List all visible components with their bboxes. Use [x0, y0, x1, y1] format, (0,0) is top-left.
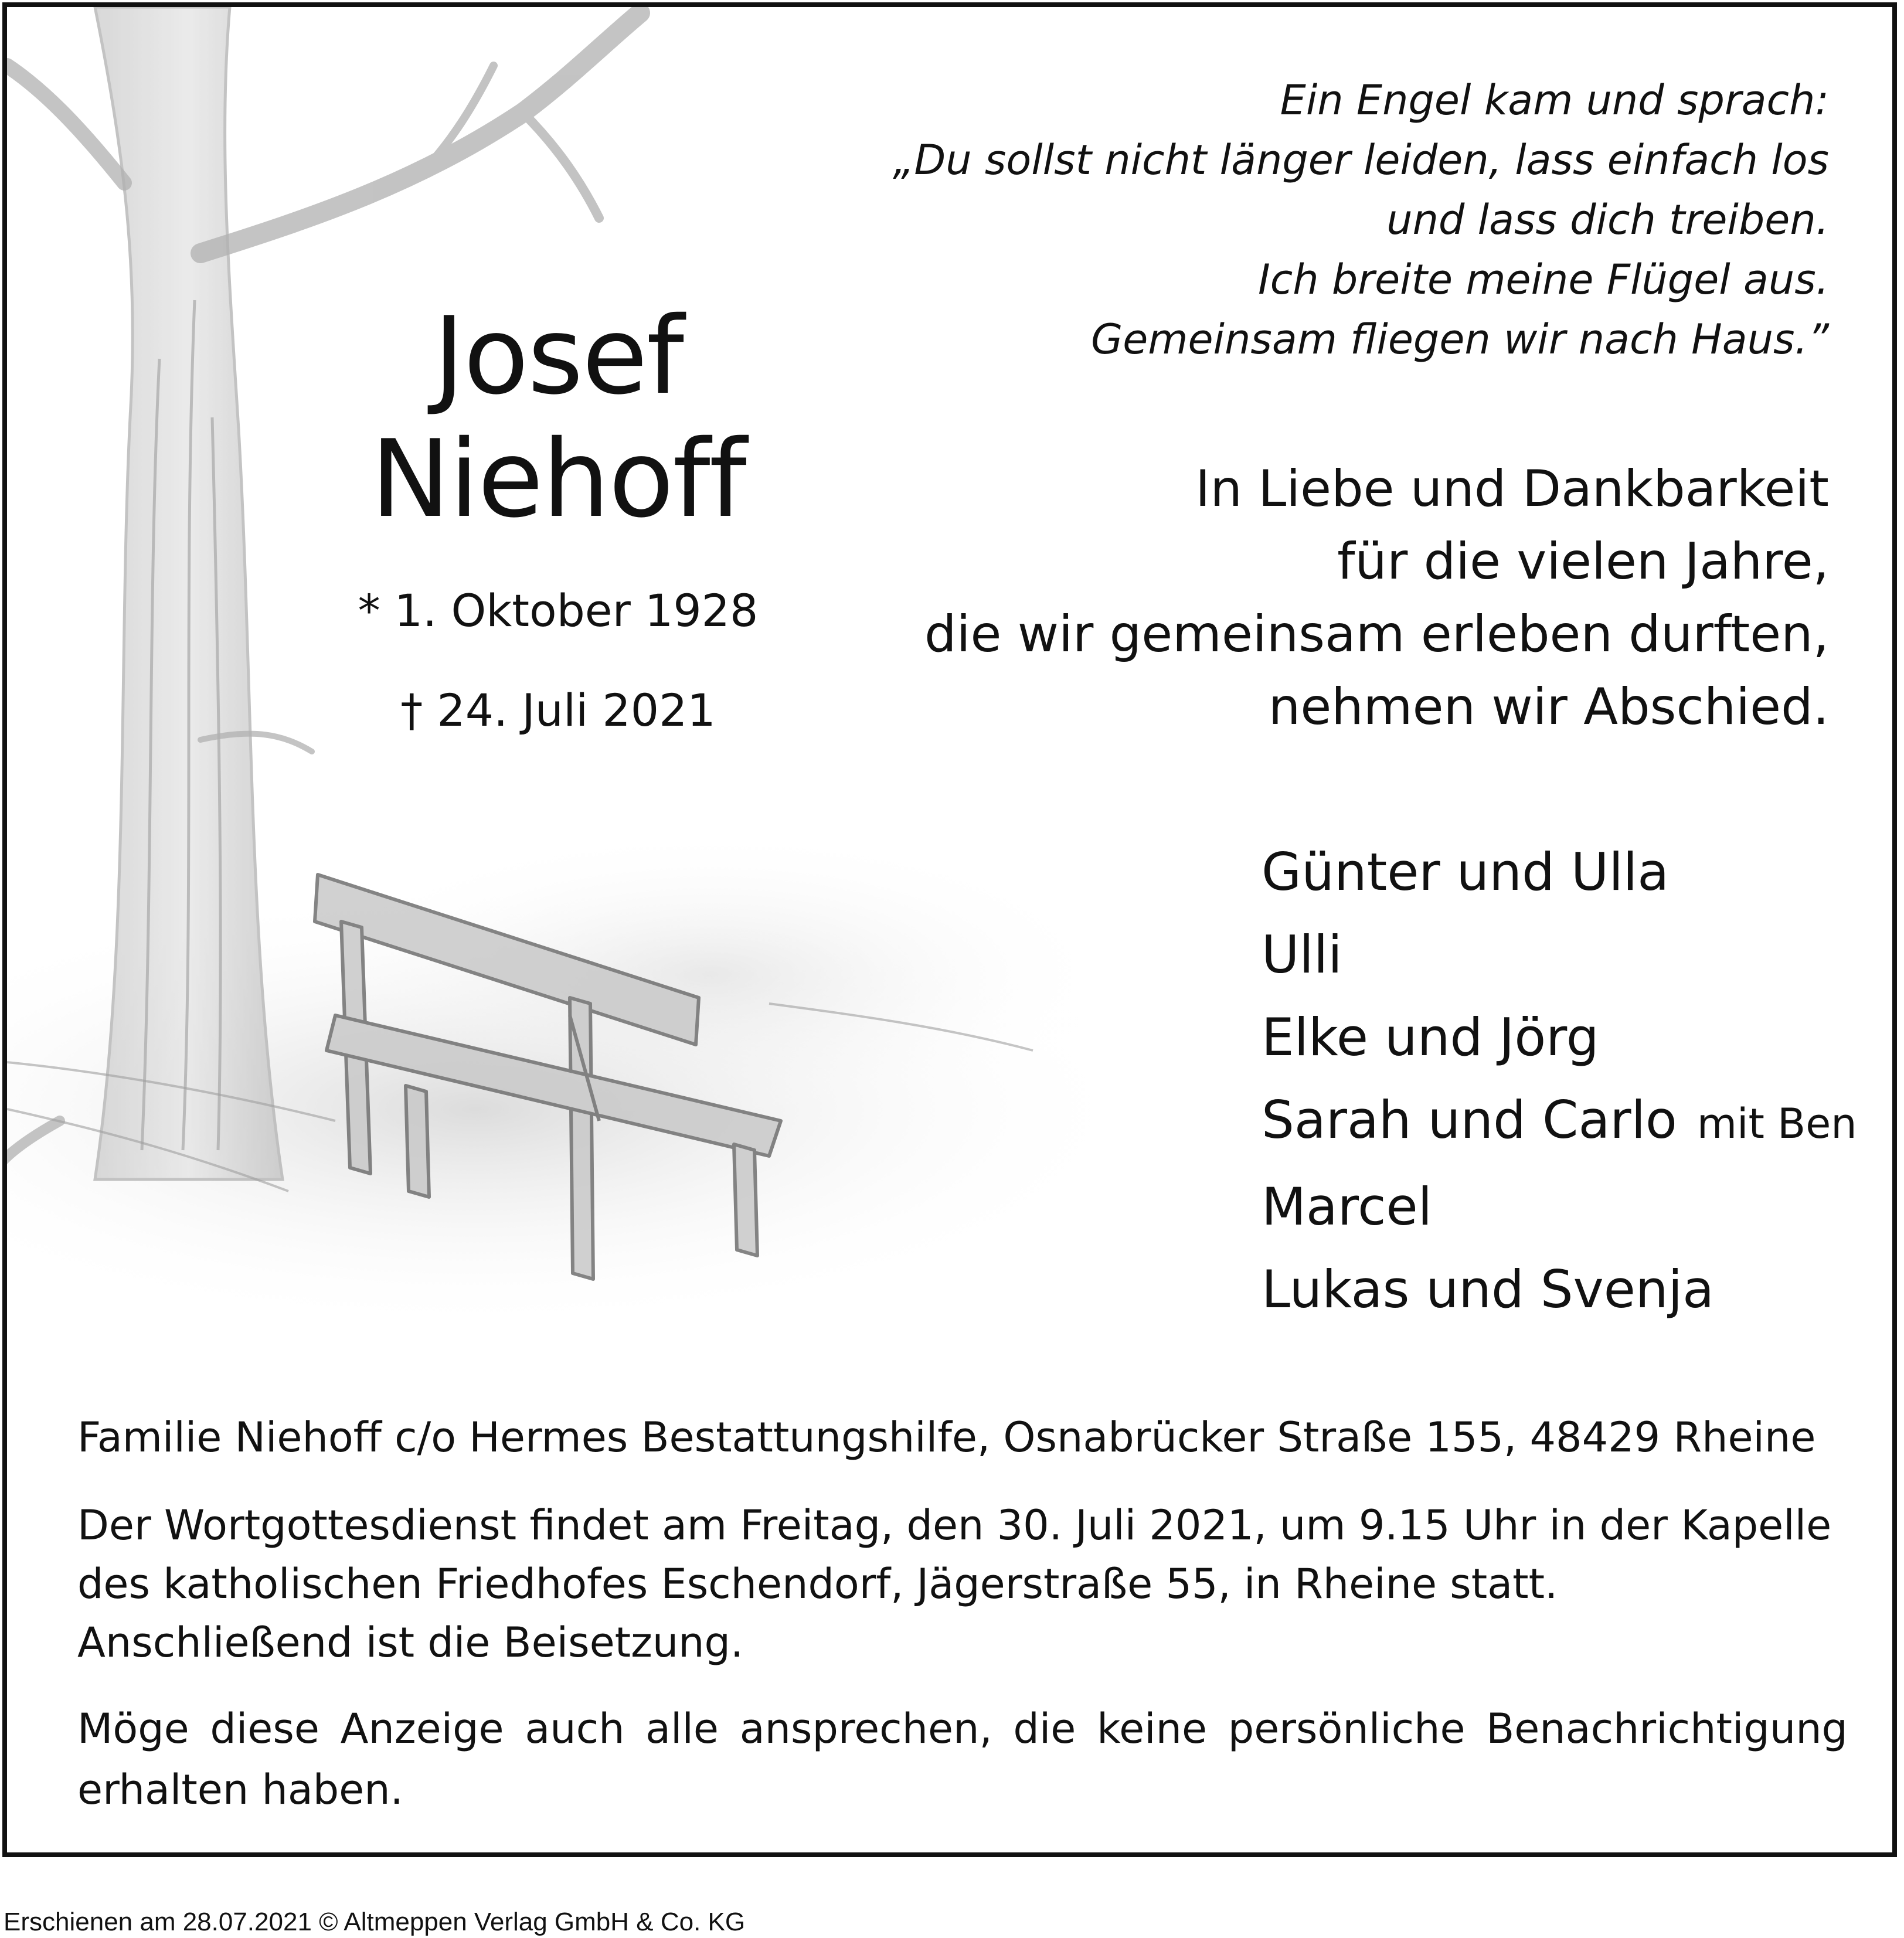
poem-line: Gemeinsam fliegen wir nach Haus.” — [1090, 315, 1829, 363]
mourner-item — [1262, 913, 1857, 996]
service-line: Anschließend ist die Beisetzung. — [77, 1619, 744, 1667]
mourner-name: Marcel — [1262, 1177, 1433, 1237]
mourner-name: Günter und Ulla — [1262, 842, 1670, 902]
notice-line: erhalten haben. — [77, 1766, 403, 1814]
gratitude-line: die wir gemeinsam erleben durften, — [924, 605, 1829, 664]
gratitude-line: In Liebe und Dankbarkeit — [1195, 460, 1829, 518]
mourner-name: Ulli — [1262, 924, 1342, 985]
service-line: des katholischen Friedhofes Eschendorf, Jägerstraße 55, in Rheine statt. — [77, 1560, 1558, 1608]
service-line: Der Wortgottesdienst findet am Freitag, den 30. Juli 2021, um 9.15 Uhr in der Kapelle — [77, 1501, 1832, 1549]
mourners-list — [1262, 831, 1857, 1331]
gratitude-line: für die vielen Jahre, — [1337, 532, 1829, 591]
service-details — [77, 1496, 1848, 1672]
mourner-suffix: mit Ben — [1696, 1100, 1857, 1148]
poem-line: „Du sollst nicht länger leiden, lass einfach los — [893, 136, 1829, 184]
mourner-item — [1262, 1248, 1857, 1331]
obituary-frame — [2, 2, 1897, 1857]
poem-line: Ich breite meine Flügel aus. — [1258, 256, 1829, 304]
deceased-last-name: Niehoff — [370, 417, 746, 541]
mourner-item — [1262, 1079, 1857, 1165]
publication-credit: Erschienen am 28.07.2021 © Altmeppen Verlag GmbH & Co. KG — [4, 1908, 746, 1936]
mourner-name: Lukas und Svenja — [1262, 1259, 1715, 1320]
mourner-item — [1262, 831, 1857, 913]
death-date: † 24. Juli 2021 — [400, 684, 716, 736]
poem-line: und lass dich treiben. — [1386, 196, 1829, 244]
birth-date: * 1. Oktober 1928 — [358, 584, 759, 637]
gratitude-text — [924, 453, 1829, 743]
mourner-item — [1262, 1165, 1857, 1248]
mourner-name: Sarah und Carlo — [1262, 1090, 1677, 1150]
deceased-first-name: Josef — [433, 294, 683, 418]
notice-text — [77, 1698, 1848, 1820]
mourner-name: Elke und Jörg — [1262, 1007, 1599, 1067]
gratitude-line: nehmen wir Abschied. — [1268, 678, 1829, 736]
poem-line: Ein Engel kam und sprach: — [1280, 76, 1829, 124]
poem — [893, 70, 1829, 369]
family-address: Familie Niehoff c/o Hermes Bestattungshilfe, Osnabrücker Straße 155, 48429 Rheine — [77, 1413, 1816, 1461]
notice-line: Möge diese Anzeige auch alle ansprechen, die keine persönliche Benachrichtigung — [77, 1705, 1848, 1753]
mourner-item — [1262, 996, 1857, 1079]
